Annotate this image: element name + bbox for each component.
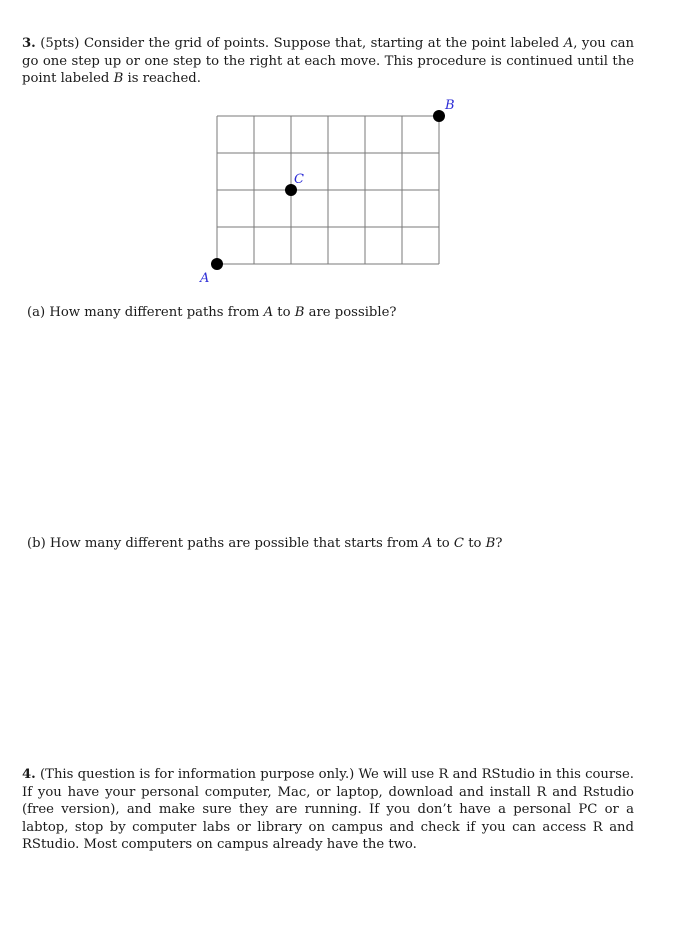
question-4-number: 4. [22,767,36,782]
point-b-marker [433,110,445,122]
question-3-text: 3. (5pts) Consider the grid of points. Suppose that, starting at the point labeled A, you can go one step up or one step to the right at each move. This procedure is continued until the point labeled B is reached. [22,36,635,86]
question-4-text: 4. (This question is for information purpose only.) We will use R and RStudio in this course. If you have your personal computer, Mac, or laptop, download and install R and Rstudio (free version), and make sure they are running. If you don’t have a personal PC or a labtop, stop by computer labs or library on campus and check if you can access R and RStudio. Most computers on campus already have the two. [22,767,634,852]
point-a-marker [211,258,223,270]
grid-points [199,98,455,286]
part-a-question: (a) How many different paths from A to B are possible? [27,305,397,320]
point-a-label: A [200,271,210,286]
point-c-label: C [294,172,304,187]
part-b-label: (b) [27,536,46,551]
point-b-label: B [445,98,455,113]
grid-figure [190,95,470,290]
part-b-question: (b) How many different paths are possible that starts from A to C to B? [27,536,503,551]
part-a-label: (a) [27,305,46,320]
grid-lines [217,116,439,264]
question-3-number: 3. [22,36,36,51]
